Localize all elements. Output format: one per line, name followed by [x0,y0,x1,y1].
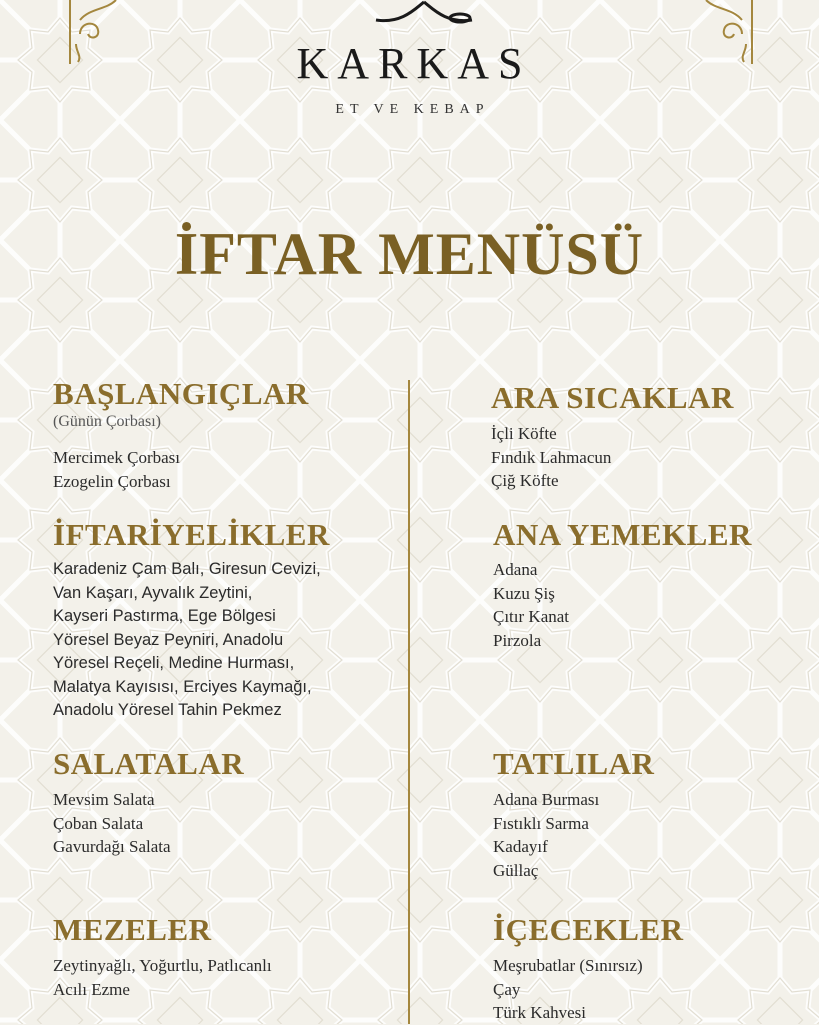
brand-tagline: ET VE KEBAP [335,102,490,117]
menu-item: Ezogelin Çorbası [53,471,171,491]
menu-item: Pirzola [493,630,542,650]
menu-item: Fındık Lahmacun [491,447,612,467]
section-baslangiclar [53,376,309,493]
menu-item: Anadolu Yöresel Tahin Pekmez [53,701,282,719]
menu-item: Çiğ Köfte [491,471,559,490]
section-title: SALATALAR [53,746,245,781]
cleaver-logo-icon [372,0,476,26]
menu-item: Yöresel Reçeli, Medine Hurması, [53,654,295,672]
section-iftariyelikler [53,517,330,723]
menu-item: Acılı Ezme [53,979,130,999]
menu-item: Kayseri Pastırma, Ege Bölgesi [53,607,276,625]
menu-item: Adana [493,560,538,579]
menu-item: Meşrubatlar (Sınırsız) [493,956,643,975]
section-title: İÇECEKLER [493,912,684,947]
menu-item: Mercimek Çorbası [53,448,180,467]
menu-item: Güllaç [493,860,539,880]
menu-item: Malatya Kayısısı, Erciyes Kaymağı, [53,677,312,696]
section-title: İFTARİYELİKLER [53,517,330,552]
menu-item: Türk Kahvesi [493,1003,587,1022]
menu-item: Fıstıklı Sarma [493,813,589,833]
section-ara-sicaklar [491,380,734,493]
section-title: BAŞLANGIÇLAR [53,376,309,411]
section-salatalar [53,746,244,859]
menu-item: İçli Köfte [491,424,557,443]
section-title: TATLILAR [493,746,655,781]
menu-title: İFTAR MENÜSÜ [174,221,645,287]
menu-item: Çıtır Kanat [493,607,570,626]
menu-item: Kuzu Şiş [493,583,555,603]
section-title: ARA SICAKLAR [491,380,734,415]
section-tatlilar [493,746,654,882]
menu-item: Yöresel Beyaz Peyniri, Anadolu [53,630,284,649]
column-divider [408,380,410,1024]
menu-item: Adana Burması [493,790,600,809]
menu-item: Van Kaşarı, Ayvalık Zeytini, [53,583,253,602]
section-ana-yemekler [493,517,752,652]
menu-item: Kadayıf [493,837,548,856]
section-subtitle: (Günün Çorbası) [53,413,161,430]
section-icecekler [493,912,684,1025]
brand-name: KARKAS [296,39,532,88]
menu-item: Çoban Salata [53,813,144,833]
menu-item: Mevsim Salata [53,790,155,809]
menu-item: Gavurdağı Salata [53,837,171,856]
menu-item: Karadeniz Çam Balı, Giresun Cevizi, [53,560,321,578]
section-title: ANA YEMEKLER [493,517,752,552]
menu-item: Çay [493,979,521,999]
menu-item: Zeytinyağlı, Yoğurtlu, Patlıcanlı [53,956,272,975]
section-title: MEZELER [53,912,212,947]
section-mezeler [53,912,272,1001]
